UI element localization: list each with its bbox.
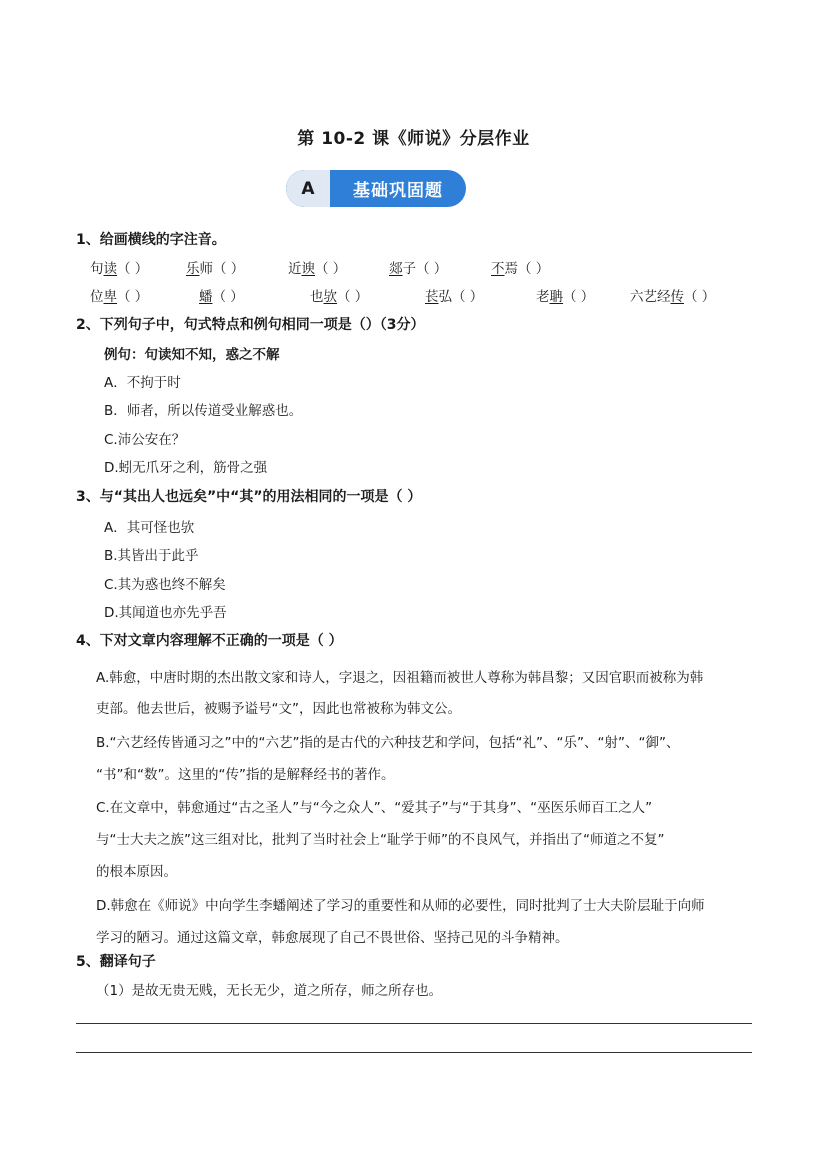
pinyin-item: 蟠（ ） (199, 289, 244, 305)
question-2-example: 例句：句读知不知，惑之不解 (104, 347, 280, 363)
option-a: A．不拘于时 (104, 375, 181, 391)
pinyin-item: 老聃（ ） (536, 289, 595, 305)
section-badge (286, 170, 466, 207)
page-title: 第 10-2 课《师说》分层作业 (297, 129, 530, 149)
paragraph-line: 与“士大夫之族”这三组对比，批判了当时社会上“耻学于师”的不良风气，并指出了“师道之不复” (96, 832, 665, 848)
paragraph-line: 吏部。他去世后，被赐予谥号“文”，因此也常被称为韩文公。 (96, 701, 461, 717)
pinyin-item: 乐师（ ） (186, 261, 245, 277)
option-a: A．其可怪也欤 (104, 520, 195, 536)
option-c: C.沛公安在？ (104, 432, 186, 448)
pinyin-item: 不焉（ ） (491, 261, 550, 277)
option-d: D.其闻道也亦先乎吾 (104, 605, 227, 621)
question-3-stem: 3、与“其出人也远矣”中“其”的用法相同的一项是（ ） (76, 489, 422, 505)
question-1-stem: 1、给画横线的字注音。 (76, 232, 226, 248)
translate-item-1: （1）是故无贵无贱，无长无少，道之所存，师之所存也。 (96, 983, 443, 999)
option-c: C.其为惑也终不解矣 (104, 577, 226, 593)
question-2-stem: 2、下列句子中，句式特点和例句相同一项是（）（3分） (76, 317, 425, 333)
option-b: B．师者，所以传道受业解惑也。 (104, 403, 303, 419)
paragraph-line: 学习的陋习。通过这篇文章，韩愈展现了自己不畏世俗、坚持己见的斗争精神。 (96, 930, 569, 946)
pinyin-item: 句读（ ） (90, 261, 149, 277)
pinyin-item: 近谀（ ） (288, 261, 347, 277)
pinyin-item: 苌弘（ ） (425, 289, 484, 305)
pinyin-item: 位卑（ ） (90, 289, 149, 305)
question-5-stem: 5、翻译句子 (76, 954, 156, 970)
paragraph-line: D.韩愈在《师说》中向学生李蟠阐述了学习的重要性和从师的必要性，同时批判了士大夫阶层耻于向师 (96, 898, 705, 914)
pinyin-item: 也欤（ ） (310, 289, 369, 305)
paragraph-line: B.“六艺经传皆通习之”中的“六艺”指的是古代的六种技艺和学问，包括“礼”、“乐”、“射”、“御”、 (96, 735, 680, 751)
answer-line[interactable] (76, 1052, 752, 1053)
paragraph-line: C.在文章中，韩愈通过“古之圣人”与“今之众人”、“爱其子”与“于其身”、“巫医乐师百工之人” (96, 800, 653, 816)
badge-text: 基础巩固题 (353, 181, 443, 201)
question-4-stem: 4、下对文章内容理解不正确的一项是（ ） (76, 633, 343, 649)
option-d: D.蚓无爪牙之利，筋骨之强 (104, 460, 268, 476)
badge-letter: A (286, 170, 330, 207)
paragraph-line: 的根本原因。 (96, 864, 177, 880)
paragraph-line: “书”和“数”。这里的“传”指的是解释经书的著作。 (96, 767, 395, 783)
pinyin-item: 郯子（ ） (389, 261, 448, 277)
answer-line[interactable] (76, 1023, 752, 1024)
option-b: B.其皆出于此乎 (104, 548, 199, 564)
pinyin-item: 六艺经传（ ） (630, 289, 716, 305)
paragraph-line: A.韩愈，中唐时期的杰出散文家和诗人，字退之，因祖籍而被世人尊称为韩昌黎；又因官职而被称为韩 (96, 670, 704, 686)
